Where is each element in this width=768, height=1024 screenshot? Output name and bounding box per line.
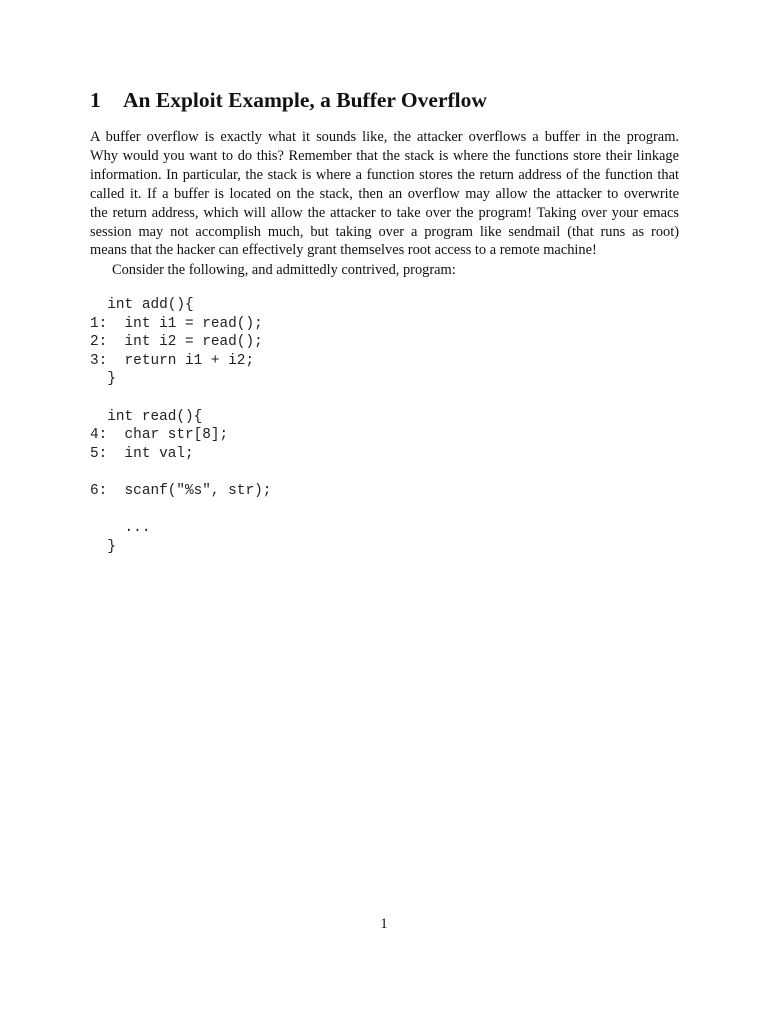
code-listing [90, 296, 271, 556]
page-number: 1 [380, 916, 388, 932]
code-line: } [90, 538, 116, 555]
paragraph-line: Consider the following, and admittedly contrived, program: [112, 262, 456, 278]
code-line [90, 501, 271, 520]
code-line: 1: int i1 = read(); [90, 315, 263, 332]
code-line: ... [90, 520, 151, 537]
code-line: } [90, 371, 116, 388]
section-number: 1 [90, 88, 101, 112]
code-line: 4: char str[8]; [90, 427, 229, 444]
code-line: 3: return i1 + i2; [90, 352, 255, 369]
paragraph-line: session may not accomplish much, but taking over a program like sendmail (that runs as root) [90, 223, 679, 240]
paragraph-line: A buffer overflow is exactly what it sounds like, the attacker overflows a buffer in the program. [90, 129, 679, 145]
paragraph-line: called it. If a buffer is located on the stack, then an overflow may allow the attacker to overwrite [90, 185, 679, 202]
paragraph-line: the return address, which will allow the attacker to take over the program! Taking over your emacs [90, 204, 679, 221]
intro-paragraph [90, 128, 679, 260]
paragraph-line: means that the hacker can effectively grant themselves root access to a remote machine! [90, 242, 597, 259]
code-line: int read(){ [90, 408, 203, 425]
paragraph-line: Why would you want to do this? Remember that the stack is where the functions store their linkage [90, 147, 679, 164]
code-line [90, 463, 271, 482]
section-title: An Exploit Example, a Buffer Overflow [123, 88, 487, 112]
paragraph-line: information. In particular, the stack is where a function stores the return address of the function that [90, 166, 679, 183]
code-line: int add(){ [90, 297, 194, 313]
code-line: 6: scanf("%s", str); [90, 482, 272, 499]
program-intro-paragraph [90, 261, 679, 280]
code-line: 5: int val; [90, 445, 194, 462]
section-heading [90, 86, 487, 114]
code-line: 2: int i2 = read(); [90, 334, 263, 351]
code-line [90, 389, 271, 408]
